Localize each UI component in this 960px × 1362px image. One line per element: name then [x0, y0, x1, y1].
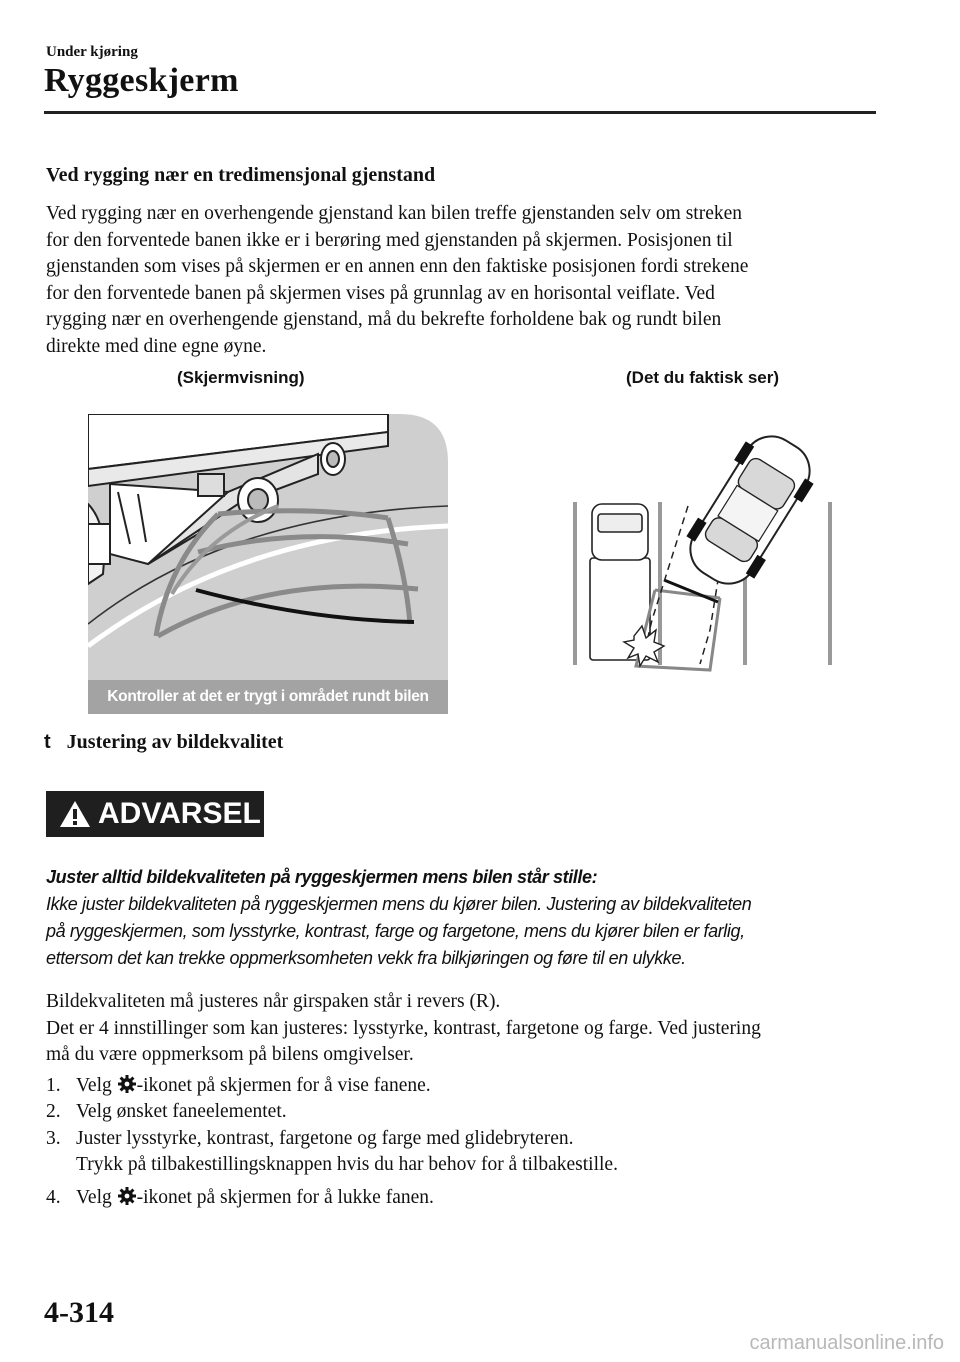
reversing-car [675, 430, 826, 597]
page-number: 4-314 [44, 1296, 114, 1329]
body-line: for den forventede banen ikke er i berøring med gjenstanden på skjermen. Posisjonen til [46, 229, 733, 251]
step-text: Velg ønsket faneelementet. [76, 1101, 287, 1122]
step-number: 1. [46, 1075, 61, 1096]
warning-line: ettersom det kan trekke oppmerksomheten vekk fra bilkjøringen og føre til en ulykke. [46, 948, 686, 968]
step-text-pre: Velg [76, 1075, 117, 1096]
step-text: Juster lysstyrke, kontrast, fargetone og farge med glidebryteren. [76, 1128, 574, 1149]
step-number: 3. [46, 1128, 61, 1149]
body-line: Det er 4 innstillinger som kan justeres: lysstyrke, kontrast, fargetone og farge. Ved justering [46, 1017, 761, 1039]
body-line: direkte med dine egne øyne. [46, 335, 267, 357]
body-line: rygging nær en overhengende gjenstand, må du bekrefte forholdene bak og rundt bilen [46, 309, 722, 330]
warning-title: Juster alltid bildekvaliteten på ryggeskjermen mens bilen står stille: [46, 867, 598, 887]
step-3 [46, 1126, 573, 1153]
step-1 [46, 1073, 431, 1100]
bullet-marker: t [44, 731, 51, 753]
warning-line: Ikke juster bildekvaliteten på ryggeskjermen mens du kjører bilen. Justering av bildekvaliteten [46, 894, 752, 914]
screen-banner-text: Kontroller at det er trygt i området rundt bilen [107, 688, 429, 705]
steps-list [46, 1073, 876, 1223]
section-heading-text: Justering av bildekvalitet [66, 731, 284, 753]
watermark: carmanualsonline.info [749, 1332, 944, 1354]
camera-screen-illustration [88, 414, 448, 714]
step-number: 4. [46, 1187, 61, 1208]
body-line: gjenstanden som vises på skjermen er en annen enn den faktiske posisjonen fordi strekene [46, 256, 749, 277]
parking-top-view-illustration [560, 430, 850, 682]
body-line: må du være oppmerksom på bilens omgivelser. [46, 1044, 414, 1065]
section-label: Under kjøring [46, 44, 138, 60]
body-line: Bildekvaliteten må justeres når girspaken står i revers (R). [46, 991, 501, 1012]
step-2 [46, 1099, 287, 1126]
warning-line: på ryggeskjermen, som lysstyrke, kontrast, farge og fargetone, mens du kjører bilen er farlig, [46, 921, 745, 941]
step-3-subtext: Trykk på tilbakestillingsknappen hvis du har behov for å tilbakestille. [76, 1154, 618, 1175]
step-text-post: -ikonet på skjermen for å vise fanene. [136, 1075, 431, 1096]
warning-text [46, 864, 886, 972]
page-title: Ryggeskjerm [44, 62, 239, 99]
body-line: for den forventede banen på skjermen vises på grunnlag av en horisontal veiflate. Ved [46, 282, 715, 304]
step-text-pre: Velg [76, 1187, 117, 1208]
section-heading-image-quality [44, 731, 283, 754]
warning-badge [46, 791, 264, 837]
title-divider [44, 111, 876, 114]
warning-triangle-icon [58, 799, 92, 829]
section-heading-3d-object: Ved rygging nær en tredimensjonal gjenstand [46, 164, 436, 186]
section-3-body [46, 989, 876, 1069]
section-1-body [46, 201, 876, 360]
step-4 [46, 1185, 434, 1212]
step-number: 2. [46, 1101, 61, 1122]
step-text-post: -ikonet på skjermen for å lukke fanen. [136, 1187, 434, 1208]
figure-caption-actual-view: (Det du faktisk ser) [626, 368, 780, 387]
gear-icon [117, 1186, 137, 1206]
body-line: Ved rygging nær en overhengende gjenstand kan bilen treffe gjenstanden selv om streken [46, 203, 743, 224]
warning-badge-label: ADVARSEL [98, 797, 261, 830]
figure-caption-screen-view: (Skjermvisning) [177, 368, 305, 387]
gear-icon [117, 1074, 137, 1094]
